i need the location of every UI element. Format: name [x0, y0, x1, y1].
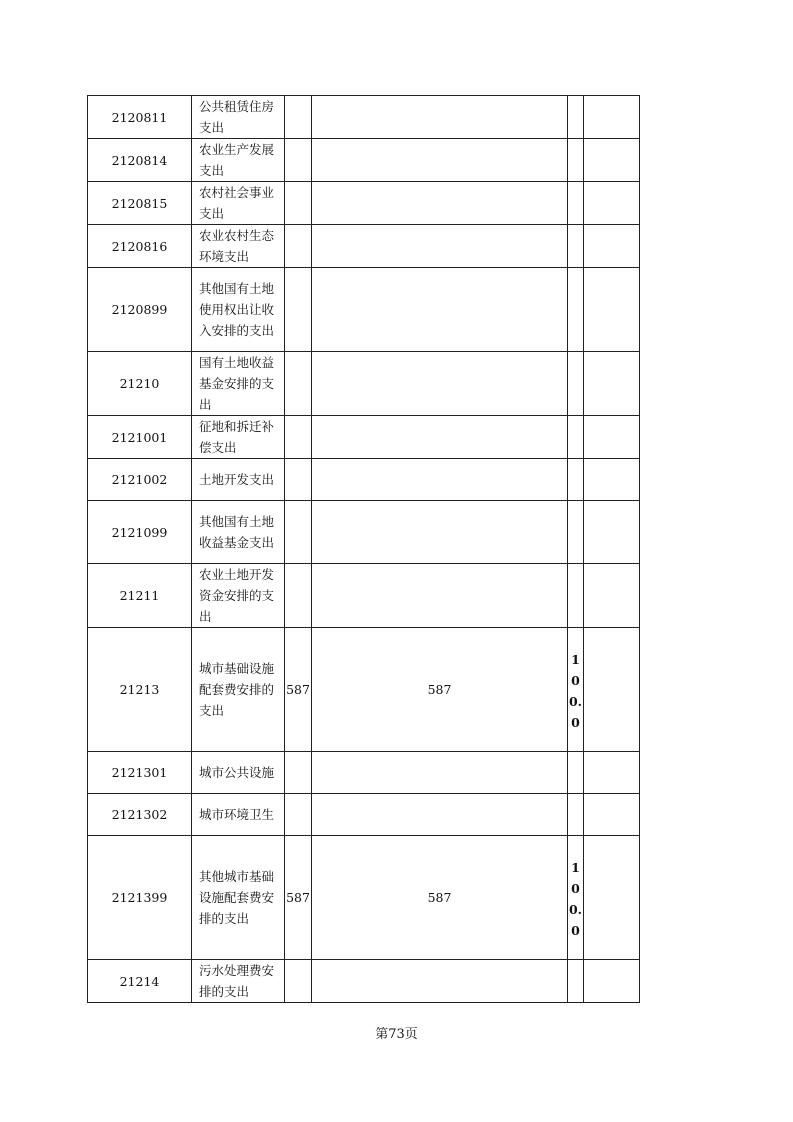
- row-amount-b: [312, 501, 568, 564]
- row-amount-a: [285, 752, 312, 794]
- row-extra: [584, 139, 640, 182]
- row-amount-b: 587: [312, 836, 568, 960]
- row-extra: [584, 960, 640, 1003]
- row-code: 2120814: [88, 139, 192, 182]
- row-percent: [568, 960, 584, 1003]
- row-percent: [568, 96, 584, 139]
- row-name: 农业生产发展支出: [192, 139, 285, 182]
- row-percent: [568, 564, 584, 628]
- row-percent: 100.0: [568, 628, 584, 752]
- row-amount-a: [285, 225, 312, 268]
- row-code: 2120816: [88, 225, 192, 268]
- row-extra: [584, 225, 640, 268]
- row-name: 城市基础设施配套费安排的支出: [192, 628, 285, 752]
- row-name: 农业农村生态环境支出: [192, 225, 285, 268]
- row-amount-b: [312, 564, 568, 628]
- row-extra: [584, 501, 640, 564]
- row-percent: [568, 752, 584, 794]
- row-name: 其他城市基础设施配套费安排的支出: [192, 836, 285, 960]
- row-name: 土地开发支出: [192, 459, 285, 501]
- row-code: 2121001: [88, 416, 192, 459]
- row-amount-b: [312, 139, 568, 182]
- row-percent: [568, 352, 584, 416]
- row-amount-b: [312, 182, 568, 225]
- row-amount-a: [285, 960, 312, 1003]
- row-amount-b: [312, 352, 568, 416]
- row-amount-a: [285, 564, 312, 628]
- row-extra: [584, 794, 640, 836]
- row-code: 2121301: [88, 752, 192, 794]
- row-extra: [584, 564, 640, 628]
- row-name: 其他国有土地使用权出让收入安排的支出: [192, 268, 285, 352]
- row-amount-a: [285, 352, 312, 416]
- row-extra: [584, 268, 640, 352]
- row-name: 农村社会事业支出: [192, 182, 285, 225]
- row-percent: 100.0: [568, 836, 584, 960]
- table-row: [88, 96, 640, 139]
- table-row: [88, 564, 640, 628]
- row-extra: [584, 416, 640, 459]
- row-amount-a: [285, 416, 312, 459]
- row-amount-b: [312, 960, 568, 1003]
- row-percent: [568, 139, 584, 182]
- row-amount-a: [285, 459, 312, 501]
- row-extra: [584, 752, 640, 794]
- row-code: 2121099: [88, 501, 192, 564]
- row-amount-b: [312, 416, 568, 459]
- table-row: [88, 268, 640, 352]
- row-amount-b: [312, 459, 568, 501]
- row-percent: [568, 416, 584, 459]
- row-amount-a: [285, 96, 312, 139]
- row-amount-a: [285, 268, 312, 352]
- row-extra: [584, 459, 640, 501]
- row-amount-a: [285, 794, 312, 836]
- budget-table-body: [88, 96, 640, 1003]
- table-row: [88, 836, 640, 960]
- row-code: 2121399: [88, 836, 192, 960]
- row-extra: [584, 836, 640, 960]
- row-code: 2121302: [88, 794, 192, 836]
- budget-table: [87, 95, 640, 1003]
- row-name: 公共租赁住房支出: [192, 96, 285, 139]
- table-row: [88, 352, 640, 416]
- row-amount-a: 587: [285, 628, 312, 752]
- row-code: 21210: [88, 352, 192, 416]
- row-amount-b: 587: [312, 628, 568, 752]
- table-row: [88, 501, 640, 564]
- row-extra: [584, 352, 640, 416]
- row-name: 城市环境卫生: [192, 794, 285, 836]
- row-amount-b: [312, 96, 568, 139]
- row-percent: [568, 501, 584, 564]
- row-percent: [568, 182, 584, 225]
- table-row: [88, 225, 640, 268]
- row-name: 农业土地开发资金安排的支出: [192, 564, 285, 628]
- row-percent: [568, 794, 584, 836]
- row-amount-a: [285, 501, 312, 564]
- row-name: 污水处理费安排的支出: [192, 960, 285, 1003]
- row-code: 2120899: [88, 268, 192, 352]
- row-amount-b: [312, 794, 568, 836]
- row-amount-b: [312, 752, 568, 794]
- table-row: [88, 794, 640, 836]
- table-row: [88, 139, 640, 182]
- table-row: [88, 628, 640, 752]
- row-name: 征地和拆迁补偿支出: [192, 416, 285, 459]
- table-row: [88, 459, 640, 501]
- row-code: 2121002: [88, 459, 192, 501]
- row-amount-b: [312, 225, 568, 268]
- row-name: 其他国有土地收益基金支出: [192, 501, 285, 564]
- row-amount-a: [285, 139, 312, 182]
- row-percent: [568, 268, 584, 352]
- row-amount-a: 587: [285, 836, 312, 960]
- row-amount-a: [285, 182, 312, 225]
- row-extra: [584, 628, 640, 752]
- row-name: 城市公共设施: [192, 752, 285, 794]
- row-code: 2120811: [88, 96, 192, 139]
- row-code: 21214: [88, 960, 192, 1003]
- row-percent: [568, 459, 584, 501]
- row-extra: [584, 182, 640, 225]
- row-amount-b: [312, 268, 568, 352]
- row-code: 21211: [88, 564, 192, 628]
- table-row: [88, 182, 640, 225]
- table-row: [88, 416, 640, 459]
- table-row: [88, 752, 640, 794]
- row-code: 2120815: [88, 182, 192, 225]
- row-extra: [584, 96, 640, 139]
- row-percent: [568, 225, 584, 268]
- row-code: 21213: [88, 628, 192, 752]
- page-number: 第73页: [375, 1027, 418, 1042]
- table-row: [88, 960, 640, 1003]
- row-name: 国有土地收益基金安排的支出: [192, 352, 285, 416]
